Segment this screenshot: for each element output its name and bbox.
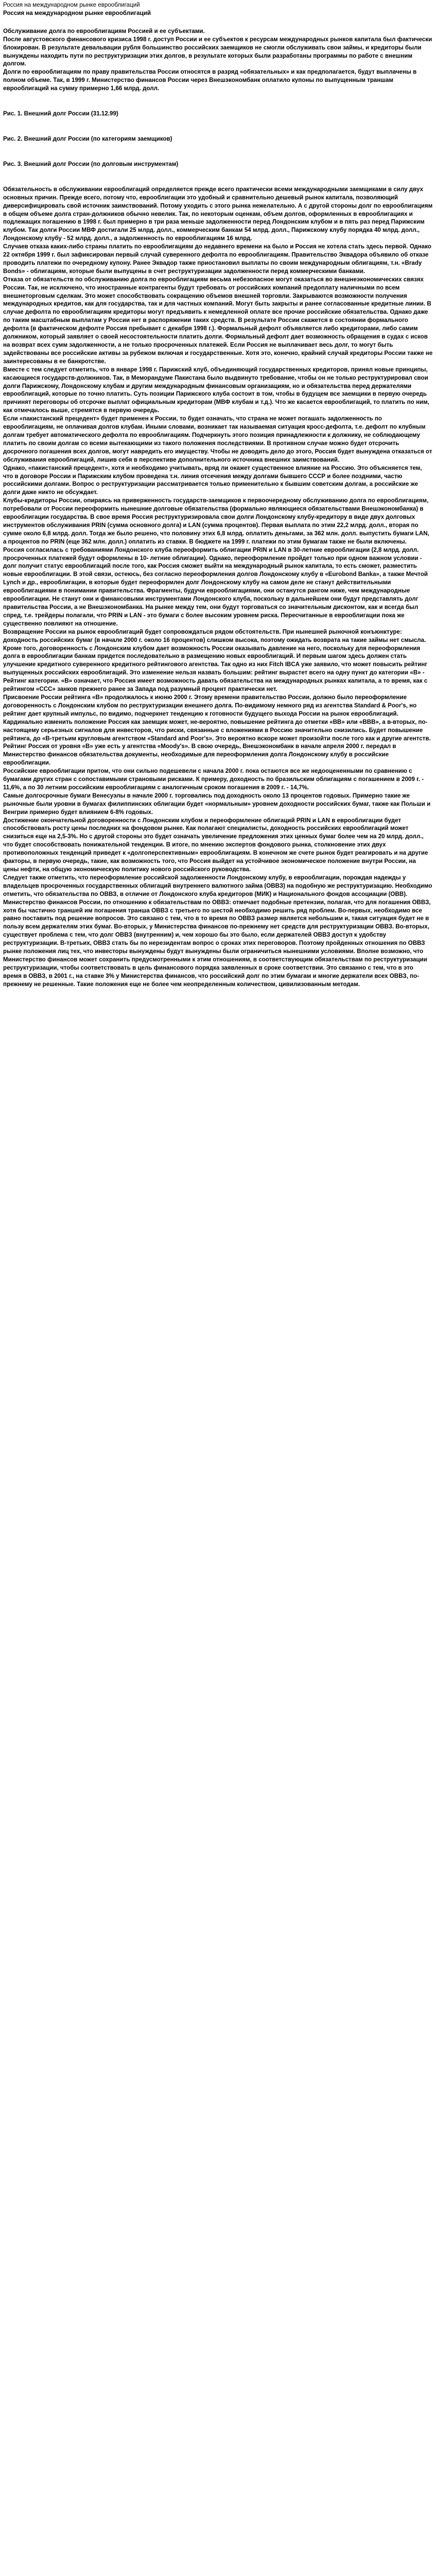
body-paragraph: Однако, «пакистанский прецедент», хотя и необходимо учитывать, вряд ли окажет существенное влияние на Россию. Это объясняется тем, что в договоре России и Парижским клубом проведена т.н. линия отсечения между долгами бывшего СССР и более поздними, частю российскими долгами. Вопрос о реструктуризации рассматривается только применительно к бывшим советским долгам, а российские же долги даже никто не обсуждает. xyxy=(3,464,424,496)
page-subtitle: Россия на международном рынке еврооблигаций xyxy=(3,9,151,16)
body-paragraph: Российские еврооблигации притом, что они сильно подешевели с начала 2000 г. пока остаются все же недооцененными по сравнению с бумагами других стран с сопоставимыми страновыми рисками. К примеру, доходность по бразильским облигациям с погашением в 2009 г. - 11,6%, а по 30 летним российским еврооблигациям с аналогичным сроком погашения в 2009 г. - 14,7%. xyxy=(3,768,426,791)
body-paragraph: Отказа от обязательств по обслуживанию долга по еврооблигациям весьма небезопасное могут оказаться во внешнеэкономических связях России. Так, не исключено, что иностранные контрагенты будут требовать от российских компаний предоплату наличными по всем внешнеторговым сделкам. Это может способствовать сокращению объемов внешней торговли. Закрываются возможности получения международных кредитов, как для государства, так и для частных компаний. Могут быть закрыты и ранее согласованные кредитные линии. В случае дефолта по еврооблигациям кредиторы могут предъявить к немедленной оплате все прочие российские обязательства. Однако даже по таким масштабным выплатам у России нет в распоряжении таких средств. В результате России скажется в состоянии формального дефолта (в фактическом дефолте Россия пребывает с декабря 1998 г.). Формальный дефолт объявляется либо кредиторами, либо самим должником, который заявляет о своей несостоятельности платить долги. Формальный дефолт дает возможность обращения в судах с исков на возврат всех сумм задолженности, а не только просроченных платежей. Если Россия не выплачивает весь долг, то могут быть задействованы все российские активы за рубежом включая и государственные. Хотя это, конечно, крайний случай кредиторы России также не заинтересованы в ее банкротстве. xyxy=(3,276,434,365)
document-page xyxy=(0,0,436,1014)
figure-caption: Рис. 3. Внешний долг России (по долговым инструментам) xyxy=(3,160,179,167)
intro-paragraph: Обслуживание долга по еврооблигациям Россией и ее субъектами. xyxy=(3,27,205,35)
body-paragraph: Достижение окончательной договоренности с Лондонским клубом и переоформление облигаций PRIN и LAN в еврооблигации будет способствовать росту цены последних на фондовом рынке. Как полагают специалисты, доходность российских еврооблигаций может снизиться еще на 2,5-3%. Но с другой стороны это будет означать увеличение предложения этих ценных бумаг более чем на 20 млрд. долл., что будет способствовать понижательной тенденции. В итоге, по мнению экспертов фондового рынка, столкновение этих двух противоположных тенденций приведет к «долгоперспективным» еврооблигациям. В конечном же счете рынок будет реагировать и на другие факторы, в первую очередь, такие, как возможность того, что Россия выйдет на устойчивое экономическое положение внутри России, на цены нефти, на общую экономическую политику нового российского руководства. xyxy=(3,817,430,873)
body-paragraph: Возвращение России на рынок еврооблигаций будет сопровождаться рядом обстоятельств. При нынешней рыночной конъюнктуре: доходность российских бумаг (в начале 2000 г. около 16 процентов) слишком высока, поэтому ожидать возврата на такие займы нет смысла. Кроме того, договоренность с Лондонским клубом дает возможность России оказывать давление на него, поскольку для переоформления долга в еврооблигации банкам придется последовательно в размещению новых еврооблигаций. И первым шагом здесь должен стать улучшение кредитного суверенного кредитного рейтингового агентства. Так одно из них Fitch IBCA уже заявило, что может повысить рейтинг выпущенных российских еврооблигаций. Это изменение нельзя назвать большим: рейтинг вырастет всего на одну пункт до категории «B» - Рейтинг категории. «B» означает, что Россия имеет возможность давать обязательства на международных рынках капитала, а то время, как с рейтингом «CCC» занков прежнего ранее за Запада под разумный процент практически нет. xyxy=(3,628,429,693)
intro-paragraph: Долги по еврооблигациям по праву правительства России относятся в разряд «обязательных» и как предполагается, будут выплачены в полном объеме. Так, в 1999 г. Министерство финансов России через Внешэкономбанк оплатило купоны по выпущенным траншам еврооблигаций на сумму примерно 1,66 млрд. долл. xyxy=(3,69,418,92)
body-paragraph: Обязательность в обслуживании еврооблигаций определяется прежде всего практически всеми международными заемщиками в силу двух основных причин. Прежде всего, потому что, еврооблигации это удобный и сравнительно дешевый рынок капитала, позволяющий диверсифицировать свой источник заимствований. Потому уходить с этого рынка нежелательно. А с другой стороны долг по еврооблигациям в общем объеме долга стран-должников обычно невелик. Так, по некоторым оценкам, объем долгов, оформленных в еврооблигациях и подлежащих погашению в 1998 г. был примерно в три раза меньше задолженности перед Лондонским клубом и в пять раз перед Парижским клубом. Так долги России МВФ достигали 25 млрд. долл., коммерческим банкам 54 млрд. долл., Парижскому клубу порядка 40 млрд. долл., Лондонскому клубу - 52 млрд. долл., а задолженность по еврооблигациям 16 млрд. xyxy=(3,185,434,242)
figure-caption: Рис. 2. Внешний долг России (по категориям заемщиков) xyxy=(3,135,172,142)
body-paragraph: Следует также отметить, что переоформление российской задолженности Лондонскому клубу, в еврооблигации, порождая надежды у владельцев просроченных государственных облигаций внутреннего валютного займа (ОВВЗ) на подобную же реструктуризацию. Необходимо отметить, что обязательства по ОВВЗ, в отличие от Лондонского клуба кредиторов (МИК) и Национального фондов ассоциации (ОВВ). Министерство финансов России, по отношению к обязательствам по ОВВЗ: отмечает подобные претензии, полагая, что для погашения ОВВЗ, хотя бы частично траншей им погашения транша ОВВЗ с третьего по шестой необходимо решить ряд проблем. Во-первых, необходимо все равно поставить под решение вопросов. Это связано с тем, что в то время по ОВВЗ размер является небольшим и, такая ситуация будет не в пользу всем держателям этих бумаг. Во-вторых, у Министерства финансов по-прежнему нет средств для реструктуризации ОВВЗ. Во-вторых, существует проблема с тем, что долг ОВВЗ (внутренним) и, чем хорошо бы это было, если держателей ОВВЗ доступ к удобству реструктуризации. В-третьих, ОВВЗ стать бы по нерезидентам вопрос о сроках этих переговоров. Поэтому пройденных отношения по ОВВЗ рынке положения лиц тех, что инвесторы вынуждены будут вынуждены были ограничиться нынешними условиями. Вполне возможно, что Министерство финансов может сохранить предусмотренными к этим отношениям, в соответствующим обязательствам по реструктуризации реструктуризации, чтобы соответствовать в цель финансового порядка заявленных в сроке соответствии. Это связанно с тем, что в это время в ОВВЗ, в 2001 г., на ставке 3% у Министерства финансов, что российский долг по этим бумагам и многие держатели всех ОВВЗ, по-прежнему не решенные. Такие положения еще не более чем неопределенным количеством, цивилизованным методам. xyxy=(3,874,434,988)
body-paragraph: Самые долгосрочные бумаги Венесуэлы в начале 2000 г. торговались под доходность около 13 процентов годовых. Примерно такие же рыночные были уровни в бумагах филиппинских облигации будет «нормальным» уровнем доходности российских бумаг, также как Польши и Венгрии примерно будет влиянием 6-8% годовых. xyxy=(3,792,432,816)
intro-section xyxy=(3,27,433,93)
body-paragraph: Россия согласилась с требованиями Лондонского клуба переоформить облигации PRIN и LAN в 30-летние еврооблигации (2,8 млрд. долл. просроченных платежей будут оформлены в 10- летние облигации). Однако, переоформление пройдет только при одном важном условии - долг получит статус еврооблигаций после того, как Россия сможет выйти на международный рынок капитала, то есть сможет, разместить новые еврооблигации. В этой связи, остеюсь, без согласно переоформления долгов Лондонскому клубу в «Eurobond Bankа», а также Мечтой Lynch и др., еврооблигации, в которые будет переоформлен долг Лондонскому клубу на самом деле не станут действительными еврооблигациями в понимании правительства. Фрагменты, будучи еврооблигациями, они останутся рангом ниже, чем международные еврооблигации. Не станут они и финансовыми инструментами Лондонского клуба, поскольку в дальнейшем они будут представлять долг правительства России, а не Внешэкономбанка. На рынке между тем, они будут торговаться со значительным дисконтом, как и всегда был спред, т.е. трейдеры полагали, что PRIN и LAN - это бумаги с более высоким уровнем риска. Пересчитанные в еврооблигации пока же существенно повлияют на отношение. xyxy=(3,546,430,627)
body-section xyxy=(3,185,433,989)
body-paragraph: Если «пакистанский прецедент» будет применен к России, то будет означать, что страна не может погашать задолженность по еврооблигациям, не оплачивая долгов клубам. Иными словами, возникает так называемая ситуация кросс-дефолта, т.е. дефолт по клубным долгам требует автоматического дефолта по еврооблигациям. Подчеркнуть этого позиция принадлежности к должнику, не соблюдающему платить по своим долгам со всеми вытекающими из такого положения последствиями. В противном случае можно будет отсрочить досрочного погашения всех долгов, могут навредить его имуществу. Чтобы не доводить дело до этого, Россия будет вынуждена отказаться от обслуживания еврооблигаций, лишив себя в перспективе дополнительного источника внешних заимствований. xyxy=(3,415,434,463)
body-paragraph: Клубы-кредиторы России, опираясь на приверженность государств-заемщиков к первоочередному обслуживанию долга по еврооблигациям, потребовали от России переоформить нынешние долговые обязательства (формально являющиеся обязательствами Внешэкономбанка) в еврооблигации государства. В свое время Россия реструктуризировала свои долги Лондонскому клубу-кредитору в виде двух долговых инструментов обслуживания PRIN (сумма основного долга) и LAN (сумма процентов). Первая выплата по этим 22,2 млрд. долл., вторая по сумме около 6,8 млрд. долл. Тогда же было решено, что половину этих 6,8 млрд. оплатить деньгами, за 362 млн. долл. выпустить бумаги LAN, а процентов по PRIN (еще 362 млн. долл.) оплатить из ставки. В бюджете на 1999 г. платежи по этим бумагам также не были включены. xyxy=(3,497,431,545)
body-paragraph: Присвоение России рейтинга «B» продолжалось к июню 2000 г. Этому времени правительство России, должно было переоформление договоренность с Лондонским клубом по реструктуризации внешнего долга. По-видимому немного ряд из агентства Standard & Poor's, но рейтинг дает крупный импульс, по видимо, подчеркнет тенденцию к готовности будущего выхода России на рынок еврооблигаций. Кардинально изменить положение Россия как заемщик может, не-вероятно, повышение рейтинга до отметки «BB» или «BBB», а в-вторых, по-настоящему серьезных сигналов для инвесторов, что риски, связанные с вложениями в Россию значительно снизились. Будет повышение рейтинга, до «B-третьим кругловым агентством «Standard and Poor's». Это вероятно вскоре может произойти после того как и другие агентств. Рейтинг Россия от уровня «B» уже есть у агентства «Moody's». В свою очередь, Внешэкономбанк в начале апреля 2000 г. передал в Министерство финансов обязательства документы, необходимые для переоформления долга Лондонскому клубу в российские еврооблигации. xyxy=(3,693,432,767)
page-title: Россия на международном рынке еврооблигаций xyxy=(3,2,140,8)
figure-caption: Рис. 1. Внешний долг России (31.12.99) xyxy=(3,110,118,117)
body-paragraph: Случаев отказа каких-либо страны платить по еврооблигациям до недавнего времени на было и Россия не хотела стать здесь первой. Однако 22 октября 1999 г. был зафиксирован первый случай суверенного дефолта по еврооблигациям. Правительство Эквадора объявило об отказе проводить платежи по очередному купону. Ранее Эквадор также приостановил выплаты по своим международным облигациям, т.н. «Brady Bonds» - облигациям, которые были выпущены в счет реструктуризации задолженности перед коммерческими банками. xyxy=(3,243,433,275)
body-paragraph: Вместе с тем следует отметить, что в январе 1998 г. Парижский клуб, объединяющий государственных кредиторов, принял новые принципы, касающиеся государств-должников. Так, в Меморандуме Пакистана было выдвинуто требование, чтобы он не только реструктурировал свои долги Парижскому, Лондонскому клубам и другим международным финансовым организациям, но и обязательства перед держателями еврооблигаций, которые по точно платить. Суть позиции Парижского клуба состоит в том, чтобы в будущем все заемщики в первую очередь причинят переговоры об отсрочке выплат официальным кредиторам (МВФ клубам и т.д.). Что же касается еврооблигаций, то платить по ним, как отмечалось выше, стремятся в первую очередь. xyxy=(3,366,431,414)
intro-paragraph: После августовского финансового кризиса 1998 г. доступ России и ее субъектов к ресурсам международных рынков капитала был фактически блокирован. В результате девальвации рубля большинство российских заемщиков не смогли обслуживать свои займы, и кредиторы были вынуждены находить пути по реструктуризации этих долгов, в результате которых были разработаны программы по работе с внешним долгом. xyxy=(3,36,434,67)
